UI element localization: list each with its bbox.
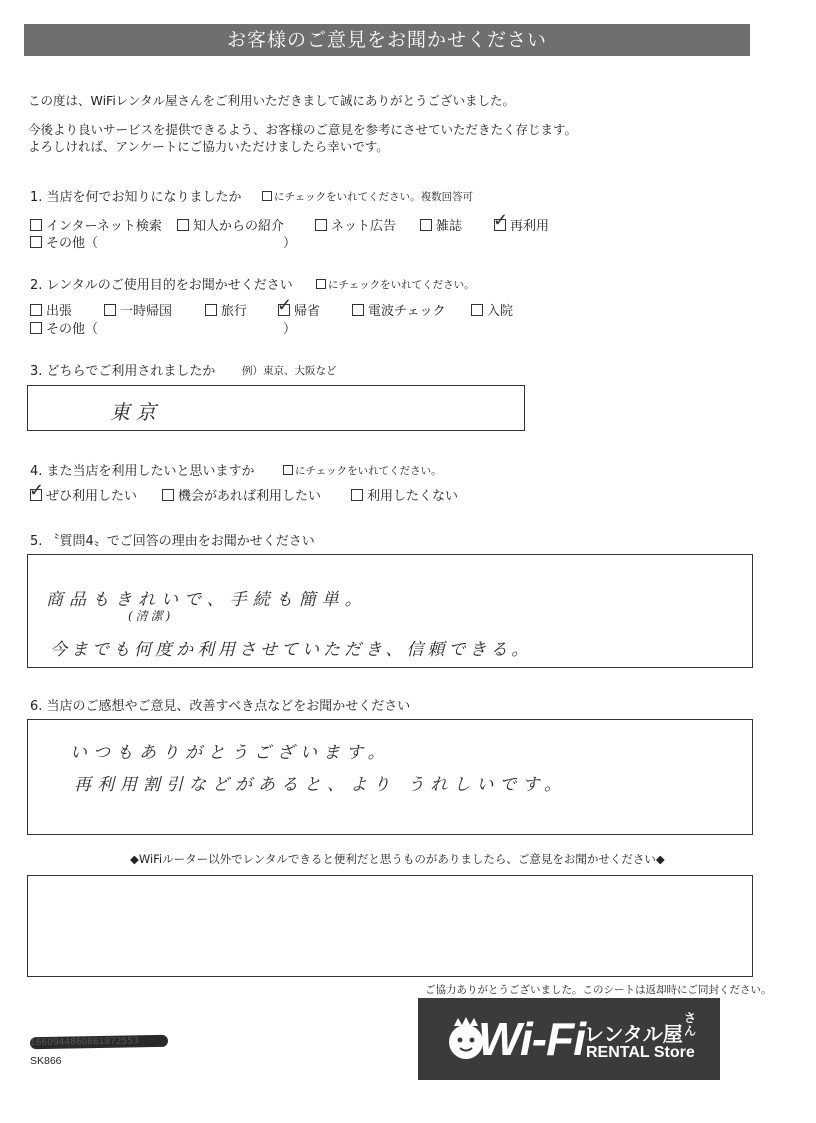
checkbox[interactable] <box>352 304 364 316</box>
q4-title: 4. また当店を利用したいと思いますか <box>30 464 255 479</box>
logo-wifi-text: Wi-Fi <box>478 1013 585 1065</box>
checkbox[interactable] <box>471 304 483 316</box>
checkmark-icon: ✓ <box>277 294 293 316</box>
q2-option-business[interactable] <box>30 300 72 319</box>
option-label: 機会があれば利用したい <box>178 489 322 504</box>
checkbox[interactable] <box>104 304 116 316</box>
intro-line-1: この度は、WiFiレンタル屋さんをご利用いただきまして誠にありがとうございました。 <box>28 93 516 108</box>
q6-answer-line-1: いつもありがとうございます。 <box>70 743 391 763</box>
q3-title: 3. どちらでご利用されましたか <box>30 364 216 379</box>
q2-title: 2. レンタルのご使用目的をお聞かせください <box>30 278 293 293</box>
q6-answer-line-2: 再利用割引などがあると、より うれしいです。 <box>74 775 568 795</box>
q2-note <box>316 277 475 292</box>
intro-line-3: よろしければ、アンケートにご協力いただけましたら幸いです。 <box>28 139 389 154</box>
q4-note <box>283 463 442 478</box>
q3-answer-text: 東京 <box>110 400 162 424</box>
logo-english: RENTAL Store <box>586 1044 695 1061</box>
option-label: 旅行 <box>221 304 248 319</box>
q1-option-magazine[interactable] <box>420 215 462 234</box>
q1-option-reuse[interactable] <box>493 209 550 234</box>
q5-answer-sub: (清潔) <box>128 609 174 623</box>
q1-option-net-ad[interactable] <box>315 215 396 234</box>
q6-answer-field[interactable] <box>27 719 753 835</box>
checkmark-icon: ✓ <box>493 209 509 231</box>
redacted-number: 1660944860861872553 <box>30 1035 168 1049</box>
q1-title: 1. 当店を何でお知りになりましたか <box>30 190 242 205</box>
logo-name: レンタル屋 <box>584 1022 683 1046</box>
checkbox[interactable] <box>315 219 327 231</box>
option-label: 一時帰国 <box>120 304 173 319</box>
q2-note-text: にチェックをいれてください。 <box>328 279 475 291</box>
option-label: 知人からの紹介 <box>193 219 285 234</box>
checkbox[interactable] <box>162 489 174 501</box>
checkbox[interactable] <box>30 219 42 231</box>
extra-prompt: ◆WiFiルーター以外でレンタルできると便利だと思うものがありましたら、ご意見をお聞かせください◆ <box>130 852 665 866</box>
q3-answer-field[interactable] <box>27 385 525 431</box>
checkbox[interactable] <box>30 304 42 316</box>
extra-answer-field[interactable] <box>27 875 753 977</box>
company-logo <box>418 998 720 1080</box>
q2-option-signal-check[interactable] <box>352 300 446 319</box>
q2-option-travel[interactable] <box>205 300 247 319</box>
q1-option-other[interactable] <box>30 232 98 251</box>
q5-answer-field[interactable] <box>27 554 753 668</box>
q2-option-temp-return[interactable] <box>104 300 172 319</box>
q4-option-if-chance[interactable] <box>162 485 321 504</box>
option-label: インターネット検索 <box>46 219 162 234</box>
option-label: 再利用 <box>510 219 550 234</box>
q4-note-text: にチェックをいれてください。 <box>295 465 442 477</box>
q1-note-text: にチェックをいれてください。複数回答可 <box>274 191 474 203</box>
checkbox[interactable] <box>30 236 42 248</box>
q2-option-homecoming[interactable] <box>277 294 321 319</box>
checkbox-checked[interactable] <box>277 294 293 316</box>
return-instruction: ご協力ありがとうございました。このシートは返却時にご同封ください。 <box>425 984 772 996</box>
q2-other-close: ） <box>283 322 297 337</box>
q5-answer-line-2: 今までも何度か利用させていただき、信頼できる。 <box>50 640 533 660</box>
checkmark-icon: ✓ <box>29 479 45 501</box>
option-label: その他（ <box>46 236 99 251</box>
q1-other-close: ） <box>283 236 297 251</box>
serial-code: SK866 <box>30 1055 62 1067</box>
q5-title: 5. 〝質問4〟でご回答の理由をお聞かせください <box>30 534 315 549</box>
option-label: 入院 <box>487 304 514 319</box>
option-label: 電波チェック <box>368 304 446 319</box>
q4-option-definitely[interactable] <box>29 479 138 504</box>
checkbox-icon <box>316 279 326 289</box>
q6-title: 6. 当店のご感想やご意見、改善すべき点などをお聞かせください <box>30 699 411 714</box>
option-label: 雑誌 <box>436 219 463 234</box>
checkbox[interactable] <box>351 489 363 501</box>
q5-answer-line-1: 商品もきれいで、手続も簡単。 <box>46 590 368 610</box>
option-label: 帰省 <box>294 304 321 319</box>
checkbox[interactable] <box>205 304 217 316</box>
q4-option-no[interactable] <box>351 485 458 504</box>
option-label: ぜひ利用したい <box>46 489 138 504</box>
checkbox[interactable] <box>177 219 189 231</box>
intro-line-2: 今後より良いサービスを提供できるよう、お客様のご意見を参考にさせていただきたく存じます。 <box>28 122 578 137</box>
q1-note <box>262 189 473 204</box>
checkbox-icon <box>262 191 272 201</box>
checkbox-checked[interactable] <box>493 209 509 231</box>
logo-san: さん <box>684 1011 697 1038</box>
checkbox-icon <box>283 465 293 475</box>
option-label: 利用したくない <box>367 489 459 504</box>
option-label: その他（ <box>46 322 99 337</box>
q2-option-hospital[interactable] <box>471 300 513 319</box>
page-title: お客様のご意見をお聞かせください <box>24 24 750 56</box>
checkbox[interactable] <box>30 322 42 334</box>
option-label: 出張 <box>46 304 73 319</box>
q3-example: 例）東京、大阪など <box>242 365 337 377</box>
q1-option-referral[interactable] <box>177 215 284 234</box>
checkbox-checked[interactable] <box>29 479 45 501</box>
checkbox[interactable] <box>420 219 432 231</box>
q2-option-other[interactable] <box>30 318 98 337</box>
option-label: ネット広告 <box>331 219 397 234</box>
